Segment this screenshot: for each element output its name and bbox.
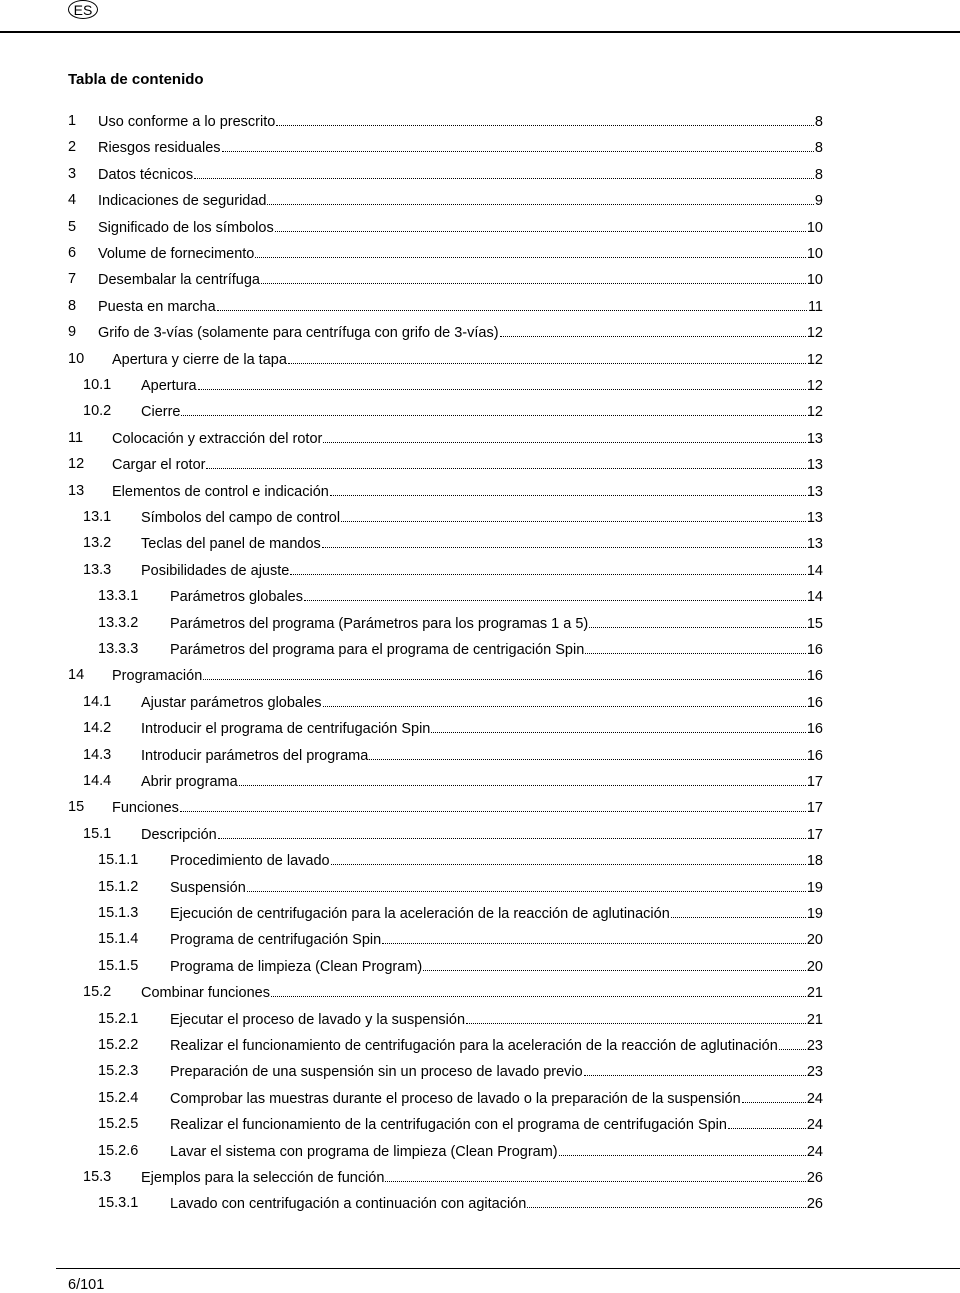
- toc-entry-label: [98, 164, 823, 185]
- toc-entry-text: Apertura y cierre de la tapa: [112, 351, 287, 368]
- toc-entry-label: [98, 322, 823, 343]
- page-number: 6/101: [68, 1277, 105, 1293]
- toc-entry-number: 15.1.4: [98, 931, 139, 948]
- toc-entry-number: 10.2: [83, 403, 112, 420]
- toc-entry-label: [170, 1193, 823, 1214]
- toc-entry-text: Símbolos del campo de control: [141, 510, 341, 526]
- toc-entry-number: 6: [68, 245, 77, 261]
- toc-entry-number: 15.3: [83, 1169, 112, 1185]
- toc-entry-text: Significado de los símbolos: [98, 219, 274, 236]
- toc-entry-text: Lavar el sistema con programa de limpieza (Clean Program): [170, 1143, 558, 1160]
- toc-entry-number: 15.2.6: [98, 1142, 139, 1159]
- toc-leader-dots: [323, 692, 806, 707]
- toc-entry-page: 14: [806, 589, 823, 606]
- toc-entry-page: 16: [806, 721, 823, 738]
- toc-entry-page: 10: [806, 246, 823, 262]
- toc-entry-number: 5: [68, 218, 77, 235]
- toc-entry[interactable]: [0, 560, 960, 580]
- toc-entry-page: 16: [806, 668, 823, 685]
- toc-leader-dots: [779, 1035, 806, 1050]
- toc-entry-number: 15.2.5: [98, 1116, 139, 1133]
- toc-entry-label: [170, 1035, 823, 1056]
- toc-entry[interactable]: [0, 217, 960, 237]
- toc-leader-dots: [322, 533, 806, 548]
- toc-entry-label: [98, 137, 823, 158]
- toc-entry-text: Funciones: [112, 800, 179, 817]
- toc-entry-number: 15.2.3: [98, 1063, 139, 1080]
- toc-entry-number: 13.3.2: [98, 614, 139, 631]
- toc-entry-label: [141, 560, 823, 581]
- toc-entry[interactable]: [0, 1193, 960, 1213]
- toc-entry-text: Cierre: [141, 404, 181, 421]
- toc-entry-page: 19: [806, 879, 823, 896]
- toc-entry-text: Desembalar la centrífuga: [98, 272, 260, 289]
- toc-entry-text: Combinar funciones: [141, 985, 270, 1002]
- toc-leader-dots: [180, 797, 806, 812]
- toc-entry[interactable]: [0, 322, 960, 342]
- toc-entry-label: [170, 1114, 823, 1135]
- toc-entry-page: 17: [806, 826, 823, 843]
- toc-entry[interactable]: [0, 771, 960, 791]
- toc-entry-label: [170, 903, 823, 924]
- toc-entry[interactable]: [0, 639, 960, 659]
- toc-leader-dots: [276, 111, 814, 126]
- toc-leader-dots: [323, 428, 806, 443]
- toc-entry-page: 23: [806, 1038, 823, 1054]
- toc-entry-label: [170, 1061, 823, 1082]
- toc-entry-number: 1: [68, 113, 77, 129]
- toc-entry-label: [170, 929, 823, 950]
- toc-entry-text: Teclas del panel de mandos: [141, 536, 321, 553]
- toc-entry-number: 12: [68, 456, 85, 473]
- toc-entry-label: [141, 375, 823, 396]
- toc-entry-number: 10: [68, 350, 85, 367]
- toc-leader-dots: [247, 877, 806, 892]
- toc-entry-label: [170, 613, 823, 634]
- toc-entry[interactable]: [0, 375, 960, 395]
- toc-entry-label: [170, 877, 823, 898]
- toc-entry-label: [141, 401, 823, 422]
- toc-entry-page: 8: [814, 166, 823, 183]
- toc-entry-page: 23: [806, 1064, 823, 1081]
- toc-entry-label: [170, 639, 823, 660]
- header-rule: [0, 31, 960, 33]
- toc-leader-dots: [330, 481, 806, 496]
- toc-leader-dots: [255, 243, 805, 258]
- toc-entry-number: 11: [68, 429, 84, 446]
- toc-entry[interactable]: [0, 349, 960, 369]
- toc-entry-label: [141, 745, 823, 766]
- toc-entry-number: 7: [68, 271, 77, 288]
- toc-entry-text: Datos técnicos: [98, 166, 194, 183]
- toc-entry-text: Comprobar las muestras durante el proceso de lavado o la preparación de la suspensión: [170, 1090, 741, 1107]
- toc-entry-text: Ejemplos para la selección de función: [141, 1170, 385, 1186]
- toc-entry-label: [141, 824, 823, 845]
- toc-entry-page: 20: [806, 958, 823, 975]
- toc-entry-page: 24: [806, 1143, 823, 1160]
- toc-entry-text: Preparación de una suspensión sin un proceso de lavado previo: [170, 1064, 583, 1081]
- toc-entry-label: [141, 533, 823, 554]
- toc-leader-dots: [304, 586, 806, 601]
- toc-entry-number: 9: [68, 324, 77, 341]
- toc-leader-dots: [559, 1141, 806, 1156]
- toc-entry[interactable]: [0, 243, 960, 263]
- toc-entry-page: 12: [806, 404, 823, 421]
- toc-entry[interactable]: [0, 507, 960, 527]
- toc-entry[interactable]: [0, 481, 960, 501]
- toc-entry-page: 13: [806, 483, 823, 500]
- toc-entry-label: [141, 1167, 823, 1188]
- toc-entry-text: Grifo de 3-vías (solamente para centrífuga con grifo de 3-vías): [98, 325, 499, 342]
- toc-entry-page: 13: [806, 536, 823, 553]
- footer-rule: [56, 1268, 960, 1269]
- toc-leader-dots: [369, 745, 806, 760]
- toc-entry-page: 8: [814, 114, 823, 130]
- toc-entry-number: 13.3.3: [98, 641, 139, 657]
- toc-entry-number: 15.2.2: [98, 1037, 139, 1053]
- toc-entry-text: Cargar el rotor: [112, 457, 206, 474]
- toc-entry-text: Programación: [112, 668, 203, 685]
- toc-leader-dots: [267, 190, 813, 205]
- toc-entry-number: 8: [68, 297, 77, 314]
- toc-entry-page: 21: [806, 1011, 823, 1028]
- toc-entry-page: 16: [806, 694, 823, 711]
- toc-entry-number: 14.3: [83, 746, 112, 763]
- toc-entry[interactable]: [0, 929, 960, 949]
- toc-entry-number: 14.1: [83, 693, 112, 710]
- toc-entry[interactable]: [0, 533, 960, 553]
- toc-entry-number: 14.2: [83, 720, 112, 737]
- toc-entry[interactable]: [0, 401, 960, 421]
- toc-entry-text: Lavado con centrifugación a continuación con agitación: [170, 1196, 527, 1213]
- toc-entry-page: 8: [814, 140, 823, 157]
- toc-leader-dots: [217, 296, 807, 311]
- toc-entry-label: [98, 269, 823, 290]
- toc-entry-text: Riesgos residuales: [98, 140, 221, 157]
- toc-entry[interactable]: [0, 1061, 960, 1081]
- toc-entry[interactable]: [0, 111, 960, 131]
- toc-entry-number: 14.4: [83, 773, 112, 789]
- toc-entry-label: [112, 454, 823, 475]
- toc-entry-text: Ajustar parámetros globales: [141, 694, 322, 711]
- toc-title: Tabla de contenido: [68, 71, 204, 88]
- toc-entry[interactable]: [0, 1114, 960, 1134]
- toc-leader-dots: [181, 401, 805, 416]
- toc-leader-dots: [261, 269, 806, 284]
- toc-entry[interactable]: [0, 797, 960, 817]
- toc-entry-text: Elementos de control e indicación: [112, 483, 329, 500]
- toc-entry-page: 12: [806, 351, 823, 368]
- toc-entry[interactable]: [0, 1088, 960, 1108]
- toc-leader-dots: [271, 982, 806, 997]
- toc-entry-label: [98, 243, 823, 264]
- toc-entry[interactable]: [0, 877, 960, 897]
- toc-entry-label: [170, 1009, 823, 1030]
- toc-entry[interactable]: [0, 1167, 960, 1187]
- toc-entry-page: 16: [806, 747, 823, 764]
- toc-entry[interactable]: [0, 718, 960, 738]
- toc-entry-page: 15: [806, 615, 823, 632]
- toc-leader-dots: [290, 560, 806, 575]
- toc-entry-page: 13: [806, 457, 823, 474]
- toc-entry-label: [141, 718, 823, 739]
- toc-entry-text: Uso conforme a lo prescrito: [98, 114, 276, 130]
- toc-entry[interactable]: [0, 1141, 960, 1161]
- toc-entry-page: 10: [806, 219, 823, 236]
- toc-entry-text: Realizar el funcionamiento de la centrifugación con el programa de centrifugación Spin: [170, 1117, 727, 1134]
- toc-entry-label: [141, 982, 823, 1003]
- toc-entry[interactable]: [0, 1009, 960, 1029]
- toc-entry-text: Ejecución de centrifugación para la aceleración de la reacción de aglutinación: [170, 906, 670, 922]
- toc-leader-dots: [288, 349, 806, 364]
- toc-entry-page: 13: [806, 510, 823, 526]
- toc-entry-number: 15: [68, 799, 85, 816]
- toc-entry-text: Parámetros globales: [170, 589, 303, 606]
- toc-entry-label: [170, 956, 823, 977]
- toc-leader-dots: [423, 956, 806, 971]
- toc-entry-page: 18: [806, 853, 823, 870]
- toc-entry[interactable]: [0, 269, 960, 289]
- toc-leader-dots: [206, 454, 805, 469]
- toc-entry-page: 19: [806, 906, 823, 922]
- toc-entry-number: 13.2: [83, 535, 112, 552]
- toc-entry[interactable]: [0, 903, 960, 923]
- toc-leader-dots: [500, 322, 806, 337]
- toc-entry-number: 15.1.2: [98, 878, 139, 895]
- toc-entry[interactable]: [0, 1035, 960, 1055]
- toc-entry-text: Indicaciones de seguridad: [98, 193, 267, 210]
- toc-entry-page: 24: [806, 1090, 823, 1107]
- toc-leader-dots: [203, 665, 806, 680]
- toc-leader-dots: [585, 639, 806, 654]
- toc-entry-text: Posibilidades de ajuste: [141, 562, 290, 579]
- toc-entry-page: 20: [806, 932, 823, 949]
- toc-entry-number: 15.2.1: [98, 1010, 139, 1027]
- toc-leader-dots: [671, 903, 806, 918]
- toc-entry-label: [170, 1141, 823, 1162]
- toc-entry-label: [112, 428, 823, 449]
- toc-entry-number: 15.2.4: [98, 1089, 139, 1106]
- language-badge: ES: [68, 0, 98, 19]
- toc-entry-label: [112, 797, 823, 818]
- toc-entry-page: 12: [806, 378, 823, 394]
- toc-entry-page: 26: [806, 1170, 823, 1186]
- toc-entry-text: Ejecutar el proceso de lavado y la suspensión: [170, 1011, 466, 1028]
- toc-entry-number: 3: [68, 165, 77, 182]
- toc-entry-text: Puesta en marcha: [98, 298, 216, 315]
- toc-entry-label: [112, 481, 823, 502]
- toc-entry-number: 15.1.1: [98, 852, 139, 869]
- toc-leader-dots: [341, 507, 806, 522]
- toc-entry[interactable]: [0, 982, 960, 1002]
- toc-leader-dots: [198, 375, 806, 390]
- toc-entry[interactable]: [0, 586, 960, 606]
- toc-entry[interactable]: [0, 824, 960, 844]
- toc-entry-page: 12: [806, 325, 823, 342]
- toc-entry-number: 13.3.1: [98, 588, 139, 605]
- toc-entry[interactable]: [0, 850, 960, 870]
- toc-leader-dots: [742, 1088, 806, 1103]
- toc-entry-label: [141, 771, 823, 792]
- toc-entry-text: Suspensión: [170, 879, 246, 896]
- toc-entry-text: Programa de limpieza (Clean Program): [170, 958, 423, 975]
- toc-leader-dots: [728, 1114, 806, 1129]
- toc-entry-label: [112, 349, 823, 370]
- toc-entry-label: [141, 692, 823, 713]
- toc-leader-dots: [431, 718, 806, 733]
- toc-entry-page: 11: [807, 298, 823, 315]
- toc-leader-dots: [194, 164, 814, 179]
- toc-entry-page: 21: [806, 985, 823, 1002]
- toc-entry-page: 10: [806, 272, 823, 289]
- toc-entry-text: Introducir parámetros del programa: [141, 747, 369, 764]
- toc-leader-dots: [466, 1009, 806, 1024]
- toc-entry-text: Realizar el funcionamiento de centrifugación para la aceleración de la reacción de aglutinación: [170, 1038, 778, 1054]
- toc-entry-number: 15.1.5: [98, 957, 139, 974]
- toc-entry-number: 15.2: [83, 984, 112, 1001]
- toc-entry-label: [170, 1088, 823, 1109]
- toc-entry-label: [98, 296, 823, 317]
- toc-entry-text: Programa de centrifugación Spin: [170, 932, 382, 949]
- toc-entry-label: [98, 111, 823, 132]
- toc-entry-number: 13.3: [83, 561, 112, 578]
- toc-entry-page: 26: [806, 1196, 823, 1213]
- toc-entry-text: Descripción: [141, 826, 217, 843]
- toc-entry-number: 13.1: [83, 509, 112, 525]
- toc-entry[interactable]: [0, 692, 960, 712]
- toc-leader-dots: [584, 1061, 806, 1076]
- toc-leader-dots: [218, 824, 806, 839]
- toc-entry-text: Abrir programa: [141, 774, 238, 790]
- toc-entry-label: [170, 850, 823, 871]
- toc-entry-number: 15.3.1: [98, 1195, 139, 1212]
- toc-entry-label: [98, 190, 823, 211]
- toc-entry-page: 13: [806, 430, 823, 447]
- toc-entry-text: Parámetros del programa (Parámetros para los programas 1 a 5): [170, 615, 589, 632]
- toc-entry-text: Introducir el programa de centrifugación Spin: [141, 721, 431, 738]
- toc-entry-label: [170, 586, 823, 607]
- toc-leader-dots: [239, 771, 806, 786]
- toc-entry-text: Volume de fornecimento: [98, 246, 255, 262]
- toc-leader-dots: [222, 137, 814, 152]
- toc-leader-dots: [331, 850, 806, 865]
- toc-entry-number: 14: [68, 667, 85, 684]
- toc-leader-dots: [382, 929, 806, 944]
- toc-entry-text: Apertura: [141, 378, 197, 394]
- toc-entry-number: 15.1: [83, 825, 112, 842]
- toc-entry-page: 16: [806, 642, 823, 658]
- toc-leader-dots: [527, 1193, 806, 1208]
- toc-entry-number: 15.1.3: [98, 905, 139, 921]
- toc-entry-page: 14: [806, 562, 823, 579]
- toc-entry-page: 17: [806, 774, 823, 790]
- toc-entry-label: [141, 507, 823, 528]
- toc-entry[interactable]: [0, 137, 960, 157]
- toc-leader-dots: [275, 217, 806, 232]
- toc-entry-number: 2: [68, 139, 77, 156]
- toc-leader-dots: [589, 613, 806, 628]
- toc-entry-number: 4: [68, 192, 77, 209]
- toc-entry-label: [98, 217, 823, 238]
- toc-entry[interactable]: [0, 454, 960, 474]
- toc-entry-number: 10.1: [83, 377, 112, 393]
- toc-entry-label: [112, 665, 823, 686]
- toc-entry-text: Parámetros del programa para el programa de centrigación Spin: [170, 642, 585, 658]
- toc-entry-text: Procedimiento de lavado: [170, 853, 330, 870]
- toc-entry[interactable]: [0, 665, 960, 685]
- toc-entry[interactable]: [0, 190, 960, 210]
- toc-entry-text: Colocación y extracción del rotor: [112, 430, 323, 447]
- toc-entry[interactable]: [0, 745, 960, 765]
- toc-entry-page: 9: [814, 193, 823, 210]
- toc-entry-page: 17: [806, 800, 823, 817]
- toc-entry-page: 24: [806, 1117, 823, 1134]
- toc-entry[interactable]: [0, 956, 960, 976]
- toc-entry[interactable]: [0, 296, 960, 316]
- toc-entry[interactable]: [0, 164, 960, 184]
- toc-entry[interactable]: [0, 428, 960, 448]
- toc-entry-number: 13: [68, 482, 85, 499]
- toc-entry[interactable]: [0, 613, 960, 633]
- toc-leader-dots: [385, 1167, 805, 1182]
